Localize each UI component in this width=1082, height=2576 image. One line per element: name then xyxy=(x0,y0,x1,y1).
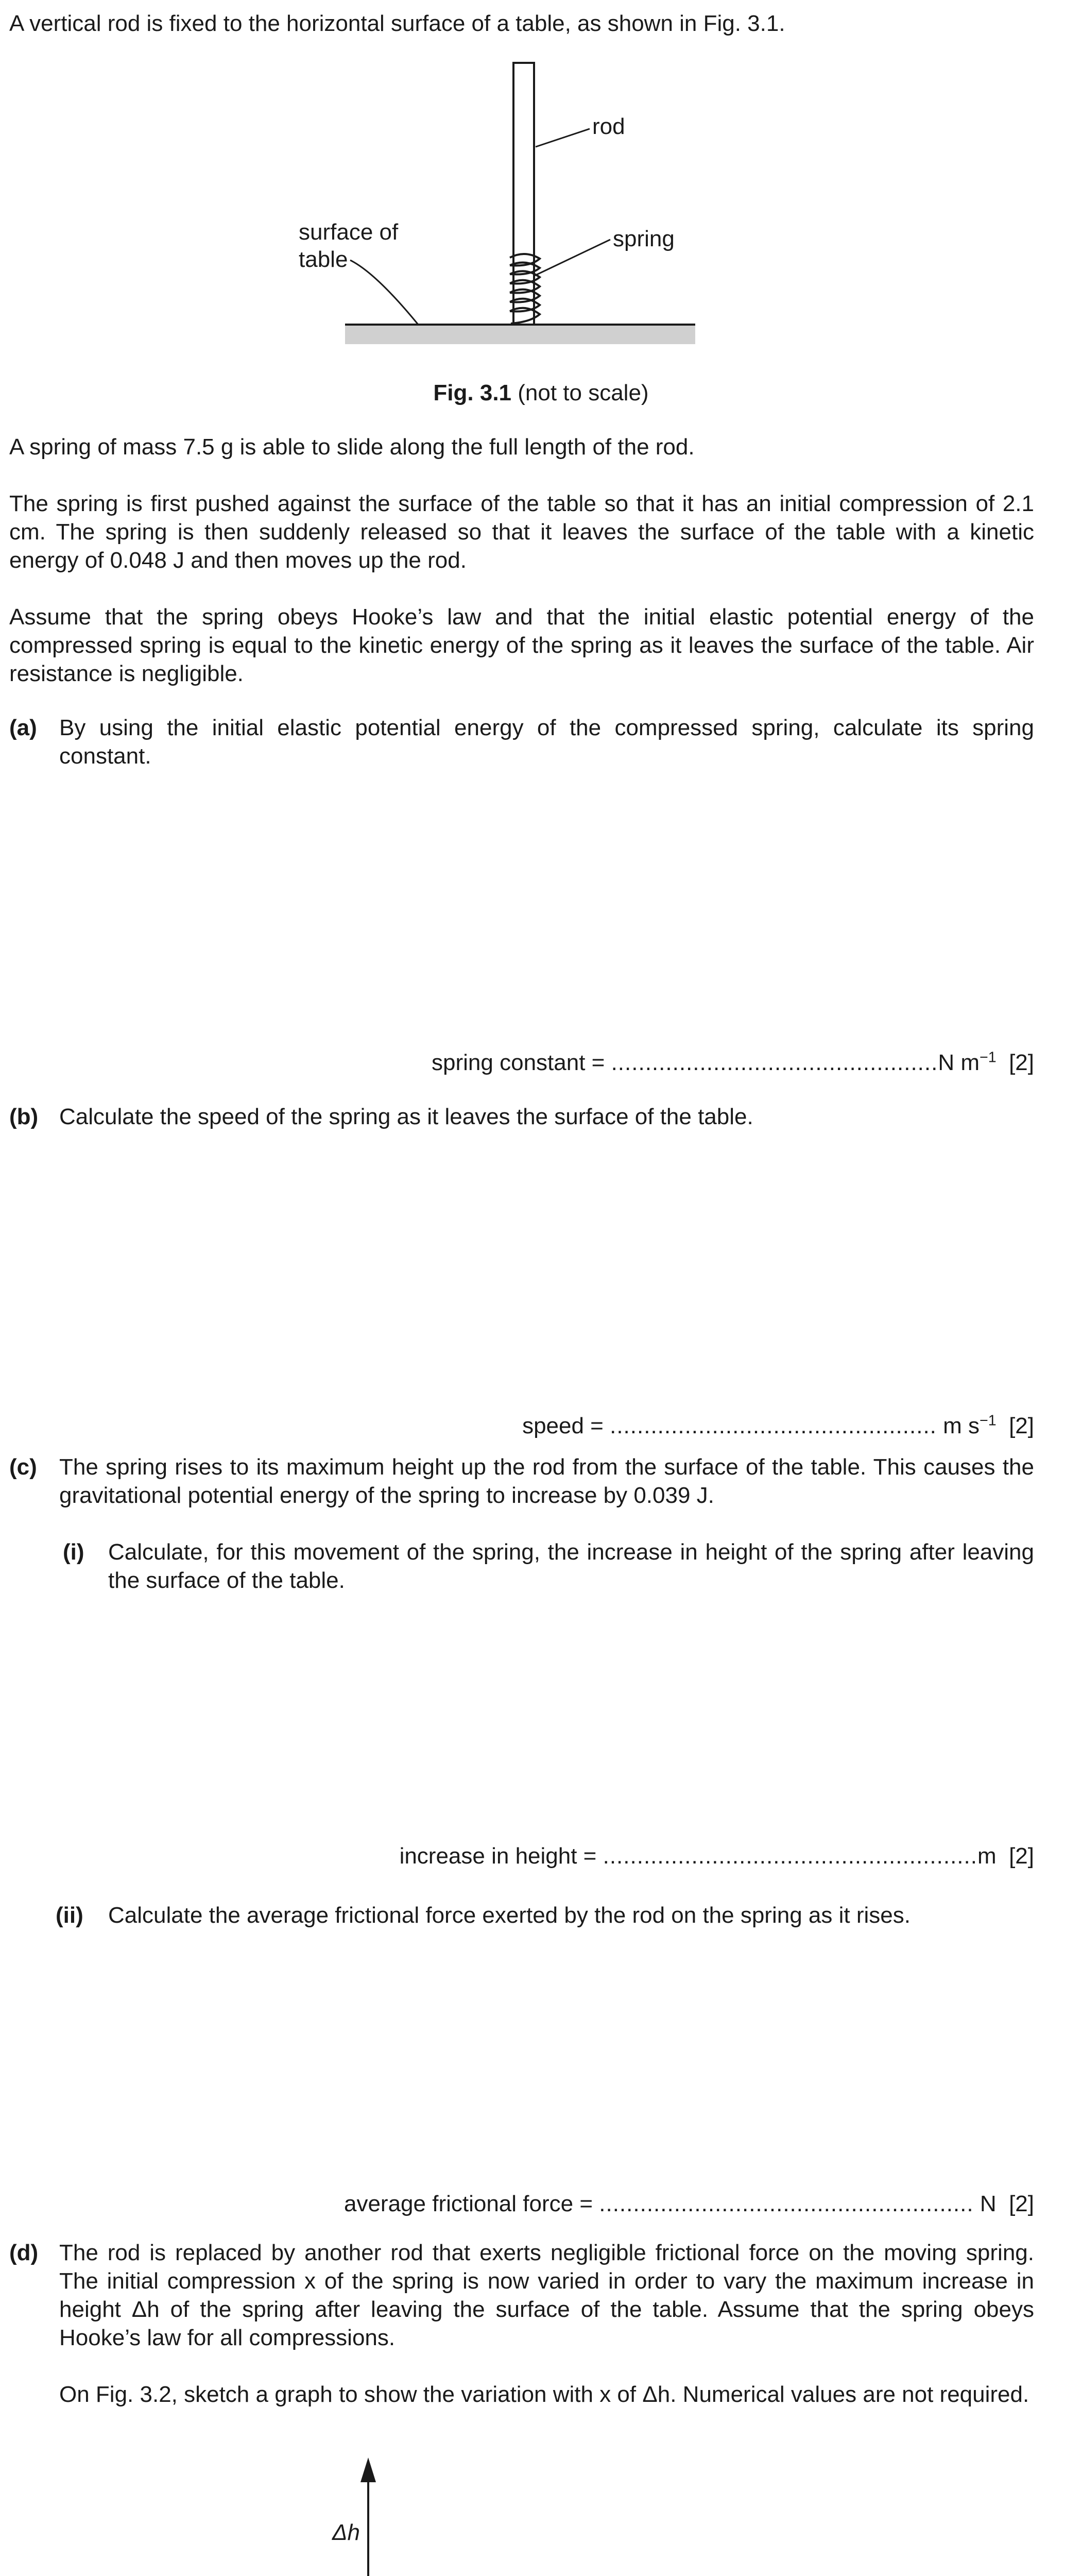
part-b-marks: [2] xyxy=(1009,1413,1034,1438)
part-a-answer-line xyxy=(432,1048,1034,1077)
part-c-i-unit: m xyxy=(977,1843,997,1869)
part-c-ii-label: (ii) xyxy=(56,1903,83,1928)
part-a-answer-blank[interactable]: ................................................ xyxy=(611,1050,938,1075)
part-a-label: (a) xyxy=(9,715,37,740)
rod xyxy=(513,63,534,325)
part-b-answer-line xyxy=(522,1412,1034,1440)
part-a-unit: N m xyxy=(938,1050,980,1075)
intro-text: A vertical rod is fixed to the horizontal surface of a table, as shown in Fig. 3.1. xyxy=(9,11,785,36)
rod-label: rod xyxy=(592,114,625,139)
part-c-i-answer-blank[interactable]: ....................................................... xyxy=(603,1843,977,1869)
part-c-ii-answer-prefix: average frictional force = xyxy=(344,2191,599,2216)
part-c-ii-answer-line xyxy=(344,2190,1034,2218)
fig-3-1-caption xyxy=(0,379,1082,407)
surface-label-line1: surface of xyxy=(299,219,399,245)
fig-3-1-caption-bold: Fig. 3.1 xyxy=(433,380,512,405)
fig-3-2-graph[interactable] xyxy=(304,2452,695,2576)
fig-3-1-caption-rest: (not to scale) xyxy=(511,380,649,405)
part-a-unit-sup: −1 xyxy=(980,1049,997,1066)
part-a-marks: [2] xyxy=(1009,1050,1034,1075)
para-compression: The spring is first pushed against the surface of the table so that it has an initial compression of 2.1 cm. The spring is then suddenly released so that it leaves the surface of the table with a kinetic energy of 0.048 J and then moves up the rod. xyxy=(9,491,1034,573)
part-a-text: By using the initial elastic potential energy of the compressed spring, calculate its spring constant. xyxy=(59,715,1034,769)
part-d-label: (d) xyxy=(9,2240,39,2265)
part-c-label: (c) xyxy=(9,1454,37,1480)
part-c-i-answer-line xyxy=(400,1842,1034,1870)
part-d-text2: On Fig. 3.2, sketch a graph to show the variation with x of Δh. Numerical values are not required. xyxy=(59,2382,1029,2407)
graph-y-label: Δh xyxy=(332,2520,360,2545)
part-c-i-answer-prefix: increase in height = xyxy=(399,1843,603,1869)
para-spring-mass: A spring of mass 7.5 g is able to slide along the full length of the rod. xyxy=(9,434,695,460)
part-a-answer-prefix: spring constant = xyxy=(432,1050,611,1075)
spring-label: spring xyxy=(613,226,675,251)
part-c-ii-unit: N xyxy=(980,2191,997,2216)
part-c-ii-marks: [2] xyxy=(1009,2191,1034,2216)
part-c-ii-answer-blank[interactable]: ....................................................... xyxy=(599,2191,974,2216)
part-c-i-text: Calculate, for this movement of the spring, the increase in height of the spring after leaving the surface of the table. xyxy=(108,1539,1034,1593)
part-b-label: (b) xyxy=(9,1104,39,1129)
para-assumptions: Assume that the spring obeys Hooke’s law and that the initial elastic potential energy of the compressed spring is equal to the kinetic energy of the spring as it leaves the surface of the table. Air resistance is negligible. xyxy=(9,604,1034,686)
part-b-text: Calculate the speed of the spring as it leaves the surface of the table. xyxy=(59,1104,753,1129)
surface-label-line2: table xyxy=(299,247,348,272)
part-b-unit: m s xyxy=(943,1413,980,1438)
part-b-unit-sup: −1 xyxy=(980,1412,997,1429)
part-d-text1: The rod is replaced by another rod that exerts negligible frictional force on the moving spring. The initial compression x of the spring is now varied in order to vary the maximum increase in height Δh of the spring after leaving the surface of the table. Assume that the spring obeys Hooke’s law for all compressions. xyxy=(59,2240,1034,2350)
fig-3-1-diagram xyxy=(288,57,711,355)
part-c-i-marks: [2] xyxy=(1009,1843,1034,1869)
part-c-i-label: (i) xyxy=(63,1539,84,1565)
table-surface xyxy=(345,325,695,344)
y-axis-arrow-icon xyxy=(360,2458,376,2482)
part-c-text: The spring rises to its maximum height up the rod from the surface of the table. This causes the gravitational potential energy of the spring to increase by 0.039 J. xyxy=(59,1454,1034,1508)
part-b-answer-prefix: speed = xyxy=(522,1413,610,1438)
part-b-answer-blank[interactable]: ................................................ xyxy=(610,1413,937,1438)
part-c-ii-text: Calculate the average frictional force exerted by the rod on the spring as it rises. xyxy=(108,1903,911,1928)
